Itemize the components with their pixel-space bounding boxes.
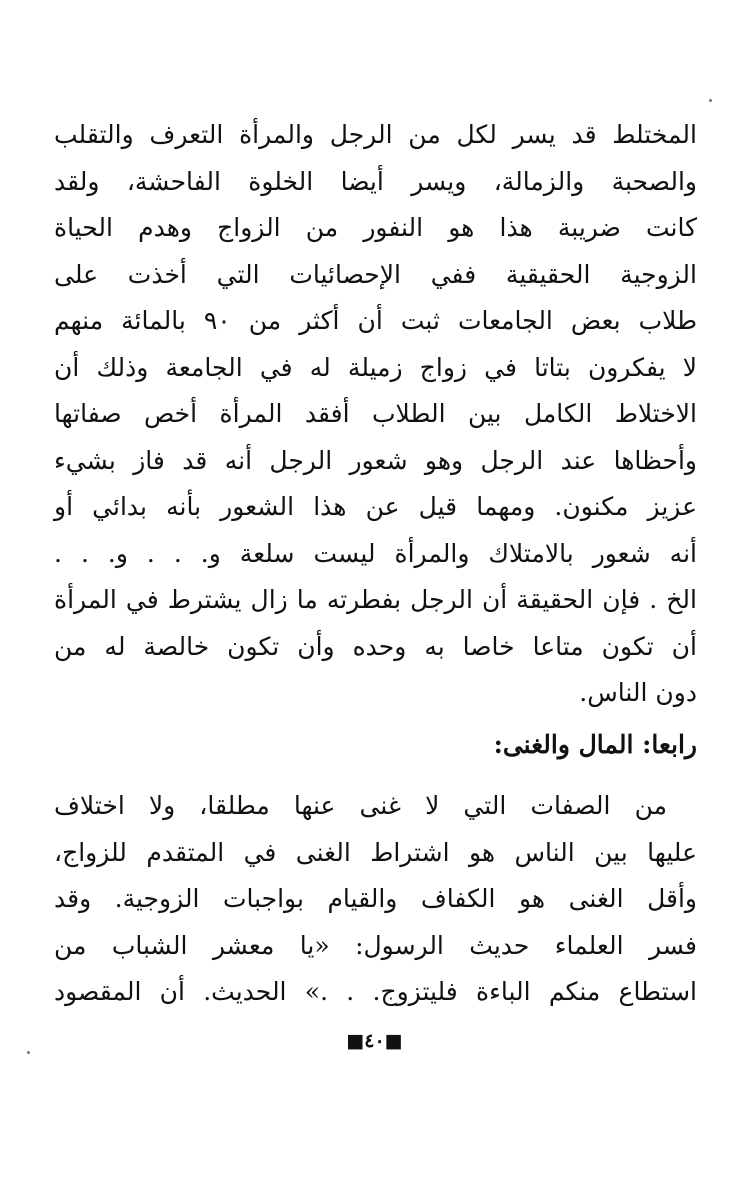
scan-speck <box>709 99 712 102</box>
body-paragraph-1 <box>54 112 697 717</box>
paragraph-line: أنه شعور بالامتلاك والمرأة ليست سلعة و. . . و. . . <box>54 538 697 568</box>
paragraph-line: كانت ضريبة هذا هو النفور من الزواج وهدم الحياة <box>54 213 697 242</box>
paragraph-line: أن تكون متاعا خاصا به وحده وأن تكون خالصة له من <box>54 631 697 661</box>
paragraph-line: الخ . فإن الحقيقة أن الرجل بفطرته ما زال يشترط في المرأة <box>54 585 697 614</box>
paragraph-line: والصحبة والزمالة، ويسر أيضا الخلوة الفاحشة، ولقد <box>54 166 697 196</box>
section-heading: رابعا: المال والغنى: <box>493 730 697 759</box>
body-paragraph-2 <box>54 783 697 1016</box>
paragraph-line: لا يفكرون بتاتا في زواج زميلة له في الجامعة وذلك أن <box>54 352 697 382</box>
paragraph-line: طلاب بعض الجامعات ثبت أن أكثر من ٩٠ بالمائة منهم <box>54 306 697 335</box>
scan-speck <box>27 1051 30 1054</box>
page-number: ■٤٠■ <box>346 1030 403 1052</box>
paragraph-line: وأقل الغنى هو الكفاف والقيام بواجبات الزوجية. وقد <box>54 884 697 913</box>
paragraph-line: فسر العلماء حديث الرسول: «يا معشر الشباب من <box>54 930 697 960</box>
paragraph-line: من الصفات التي لا غنى عنها مطلقا، ولا اختلاف <box>54 791 667 820</box>
paragraph-line: الاختلاط الكامل بين الطلاب أفقد المرأة أخص صفاتها <box>54 399 697 428</box>
paragraph-line: عليها بين الناس هو اشتراط الغنى في المتقدم للزواج، <box>54 837 697 867</box>
paragraph-line: استطاع منكم الباءة فليتزوج. . .» الحديث. أن المقصود <box>54 977 697 1006</box>
paragraph-line: المختلط قد يسر لكل من الرجل والمرأة التعرف والتقلب <box>54 120 697 149</box>
paragraph-line: الزوجية الحقيقية ففي الإحصائيات التي أخذت على <box>54 259 697 289</box>
paragraph-line: عزيز مكنون. ومهما قيل عن هذا الشعور بأنه بدائي أو <box>54 492 697 521</box>
paragraph-line: وأحظاها عند الرجل وهو شعور الرجل أنه قد فاز بشيء <box>54 445 697 475</box>
paragraph-line: دون الناس. <box>579 678 697 707</box>
